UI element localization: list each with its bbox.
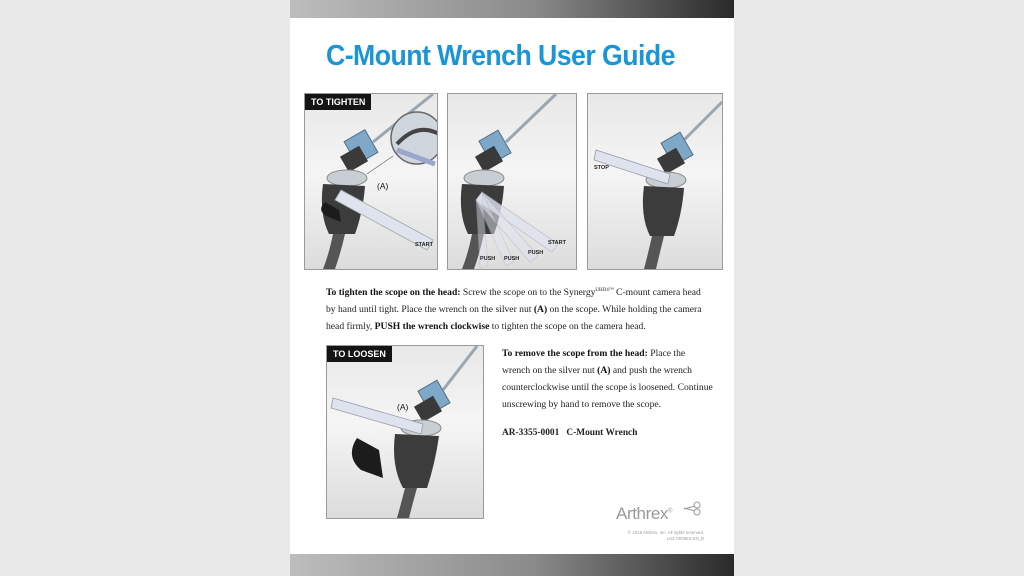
- figure-tighten-push: [447, 93, 577, 270]
- part-name: C-Mount Wrench: [566, 428, 638, 438]
- figure-tighten-stop: [587, 93, 723, 270]
- start-label: START: [415, 242, 433, 248]
- header-band: [290, 0, 734, 18]
- figure-tighten-start: [304, 93, 438, 270]
- part-number-line: [502, 428, 637, 438]
- loosen-tag: TO LOOSEN: [327, 346, 392, 362]
- scope-illustration: [588, 94, 722, 269]
- part-number: AR-3355-0001: [502, 428, 560, 438]
- tighten-instructions: To tighten the scope on the head: Screw the scope on to the Synergy$^{UHD4™}$ C-mount camera head by hand until tight. Place the wrench on the silver nut (A) on the scope. While holding the camera head firmly, PUSH the wrench clockwise to tighten the scope on the camera head.: [326, 287, 702, 333]
- push-label-1: PUSH: [528, 250, 544, 256]
- remove-instructions: To remove the scope from the head: Place the wrench on the silver nut (A) and push the wrench counterclockwise until the scope is loosened. Continue unscrewing by hand to remove the scope.: [502, 348, 713, 410]
- footer-copyright: © 2018 Arthrex, Inc. All rights reserved.: [627, 530, 704, 535]
- push-label-2: PUSH: [504, 256, 520, 262]
- push-label-3: PUSH: [480, 256, 496, 262]
- scissors-icon: [682, 500, 704, 516]
- nut-label-a: (A): [397, 402, 409, 412]
- document-page: [290, 0, 734, 576]
- figure-loosen: [326, 345, 484, 519]
- start-label: START: [548, 240, 566, 246]
- stop-label: STOP: [594, 165, 609, 171]
- footer-code: LN1-000563-EN_B: [666, 536, 704, 541]
- page-title: C-Mount Wrench User Guide: [326, 40, 675, 72]
- nut-label-a: (A): [377, 181, 389, 191]
- brand-logo: Arthrex®: [616, 504, 673, 523]
- tighten-tag: TO TIGHTEN: [305, 94, 371, 110]
- footer-band: [290, 554, 734, 576]
- scope-illustration: [327, 346, 483, 518]
